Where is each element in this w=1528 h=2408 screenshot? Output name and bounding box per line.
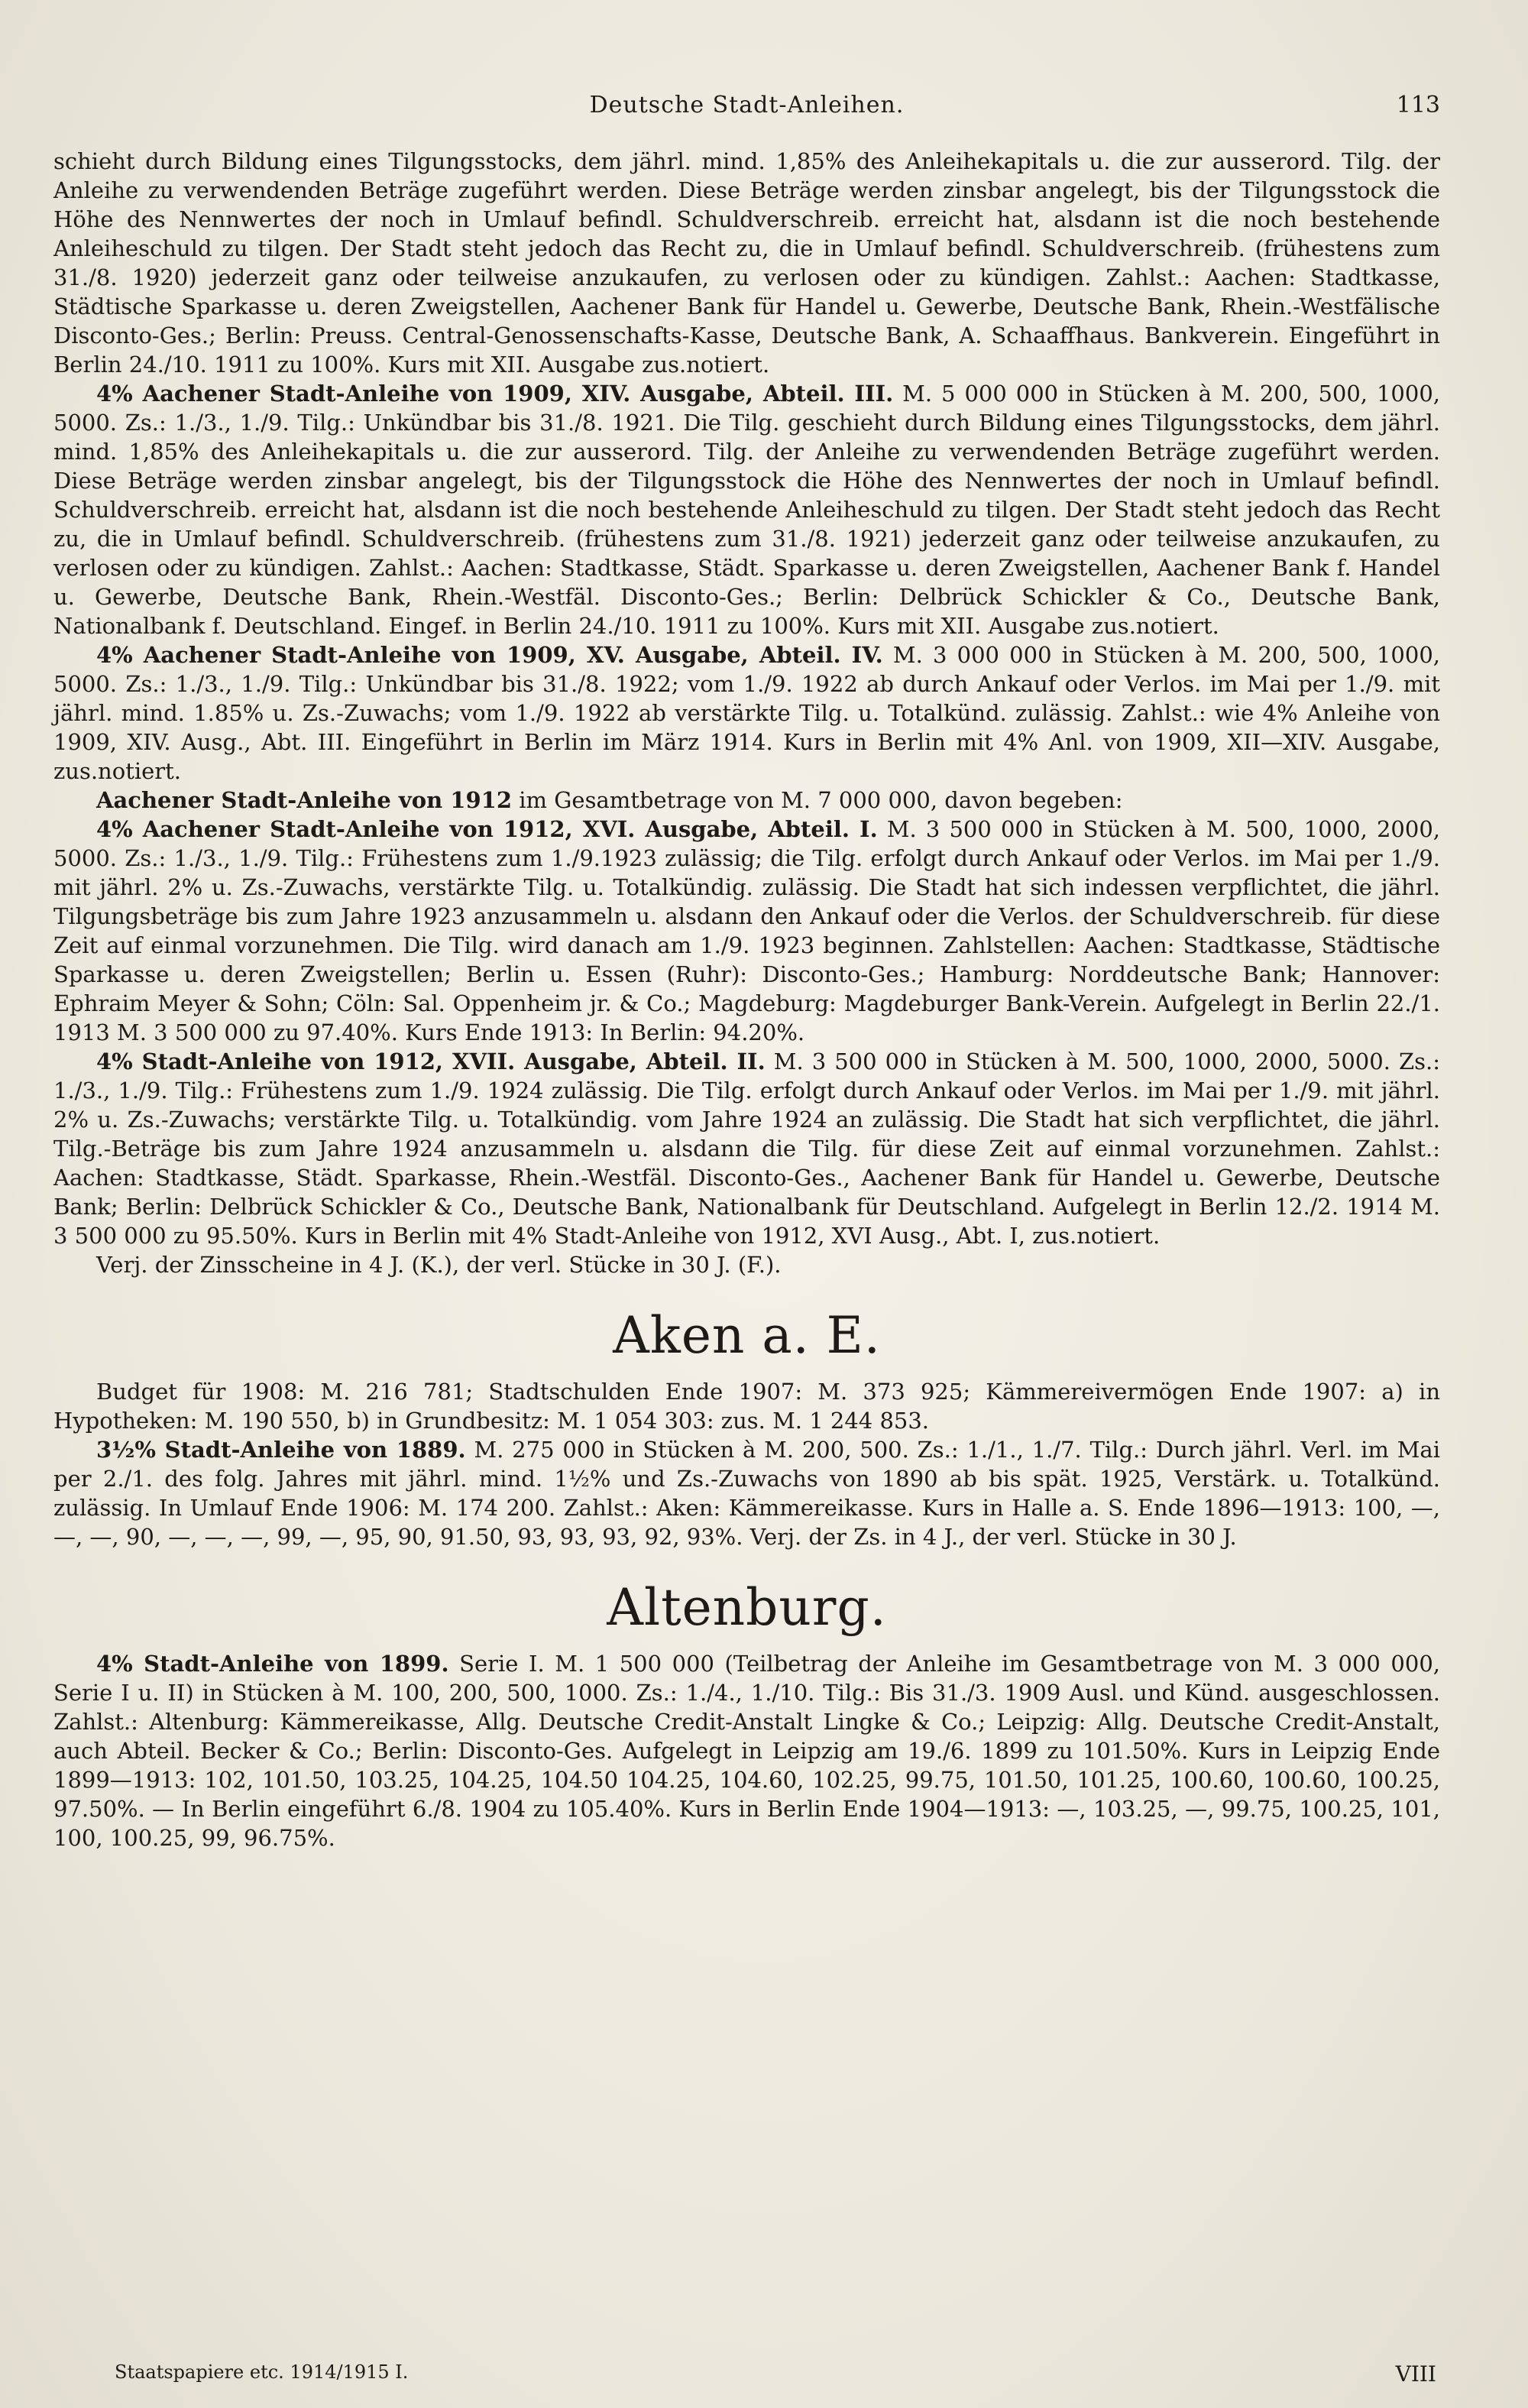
city-heading: Aken a. E. (613, 1306, 881, 1365)
footer-sheet-mark: VIII (1395, 2361, 1436, 2387)
running-header-title: Deutsche Stadt-Anleihen. (589, 92, 905, 118)
paragraph (53, 1435, 1440, 1551)
bond-heading: Aachener Stadt-Anleihe von 1912 (96, 787, 513, 813)
body-text (53, 147, 1440, 1852)
paragraph (53, 1250, 1440, 1279)
paragraph-text: schieht durch Bildung eines Tilgungsstocks, dem jährl. mind. 1,85% des Anleihekapitals u. die zur ausserord. Tilg. der Anleihe zu verwendenden Beträge zugeführt werden. Diese Beträge werden zinsbar angelegt, bis der Tilgungsstock die Höhe des Nennwertes der noch in Umlauf befindl. Schuldverschreib. erreicht hat, alsdann ist die noch bestehende Anleiheschuld zu tilgen. Der Stadt steht jedoch das Recht zu, die in Umlauf befindl. Schuldverschreib. (frühestens zum 31./8. 1920) jederzeit ganz oder teilweise anzukaufen, zu verlosen oder zu kündigen. Zahlst.: Aachen: Stadtkasse, Städtische Sparkasse u. deren Zweigstellen, Aachener Bank für Handel u. Gewerbe, Deutsche Bank, Rhein.-Westfälische Disconto-Ges.; Berlin: Preuss. Central-Genossenschafts-Kasse, Deutsche Bank, A. Schaaffhaus. Bankverein. Eingeführt in Berlin 24./10. 1911 zu 100%. Kurs mit XII. Ausgabe zus.notiert. (53, 148, 1440, 378)
bond-heading: 4% Stadt-Anleihe von 1899. (96, 1651, 449, 1677)
paragraph (53, 1649, 1440, 1852)
footer (115, 2361, 1436, 2392)
paragraph-text: M. 275 000 in Stücken à M. 200, 500. Zs.: 1./1., 1./7. Tilg.: Durch jährl. Verl. im Mai per 2./1. des folg. Jahres mit jährl. mind. 1½% und Zs.-Zuwachs von 1890 ab bis spät. 1925, Verstärk. u. Totalkünd. zulässig. In Umlauf Ende 1906: M. 174 200. Zahlst.: Aken: Kämmereikasse. Kurs in Halle a. S. Ende 1896—1913: 100, —, —, —, 90, —, —, —, 99, —, 95, 90, 91.50, 93, 93, 93, 92, 93%. Verj. der Zs. in 4 J., der verl. Stücke in 30 J. (53, 1437, 1440, 1550)
paragraph-text: im Gesamtbetrage von M. 7 000 000, davon begeben: (512, 787, 1123, 813)
paragraph (53, 815, 1440, 1047)
paragraph (53, 1047, 1440, 1250)
bond-heading: 4% Aachener Stadt-Anleihe von 1909, XV. Ausgabe, Abteil. IV. (96, 642, 883, 668)
paragraph-text: Verj. der Zinsscheine in 4 J. (K.), der verl. Stücke in 30 J. (F.). (96, 1252, 782, 1278)
bond-heading: 4% Aachener Stadt-Anleihe von 1909, XIV. Ausgabe, Abteil. III. (96, 381, 894, 407)
paragraph-text: Budget für 1908: M. 216 781; Stadtschulden Ende 1907: M. 373 925; Kämmereivermögen Ende 1907: a) in Hypotheken: M. 190 550, b) in Grundbesitz: M. 1 054 303: zus. M. 1 244 853. (53, 1379, 1440, 1434)
bond-heading: 4% Stadt-Anleihe von 1912, XVII. Ausgabe, Abteil. II. (96, 1048, 766, 1074)
paragraph (53, 147, 1440, 379)
paragraph (53, 1377, 1440, 1435)
paragraph (53, 379, 1440, 640)
running-header (53, 86, 1440, 131)
paragraph (53, 786, 1440, 815)
page-number: 113 (1396, 92, 1440, 118)
paragraph-text: M. 3 000 000 in Stücken à M. 200, 500, 1000, 5000. Zs.: 1./3., 1./9. Tilg.: Unkündbar bis 31./8. 1922; vom 1./9. 1922 ab durch Ankauf oder Verlos. im Mai per 1./9. mit jährl. mind. 1.85% u. Zs.-Zuwachs; vom 1./9. 1922 ab verstärkte Tilg. u. Totalkünd. zulässig. Zahlst.: wie 4% Anleihe von 1909, XIV. Ausg., Abt. III. Eingeführt in Berlin im März 1914. Kurs in Berlin mit 4% Anl. von 1909, XII—XIV. Ausgabe, zus.notiert. (53, 642, 1440, 784)
paragraph-text: M. 3 500 000 in Stücken à M. 500, 1000, 2000, 5000. Zs.: 1./3., 1./9. Tilg.: Frühestens zum 1./9. 1924 zulässig. Die Tilg. erfolgt durch Ankauf oder Verlos. im Mai per 1./9. mit jährl. 2% u. Zs.-Zuwachs; verstärkte Tilg. u. Totalkündig. vom Jahre 1924 an zulässig. Die Stadt hat sich verpflichtet, die jährl. Tilg.-Beträge bis zum Jahre 1924 anzusammeln u. alsdann die Tilg. für diese Zeit auf einmal vorzunehmen. Zahlst.: Aachen: Stadtkasse, Städt. Sparkasse, Rhein.-Westfäl. Disconto-Ges., Aachener Bank für Handel u. Gewerbe, Deutsche Bank; Berlin: Delbrück Schickler & Co., Deutsche Bank, Nationalbank für Deutschland. Aufgelegt in Berlin 12./2. 1914 M. 3 500 000 zu 95.50%. Kurs in Berlin mit 4% Stadt-Anleihe von 1912, XVI Ausg., Abt. I, zus.notiert. (53, 1048, 1440, 1249)
bond-heading: 3½% Stadt-Anleihe von 1889. (96, 1437, 466, 1463)
paragraph-text: M. 5 000 000 in Stücken à M. 200, 500, 1000, 5000. Zs.: 1./3., 1./9. Tilg.: Unkündbar bis 31./8. 1921. Die Tilg. geschieht durch Bildung eines Tilgungsstocks, dem jährl. mind. 1,85% des Anleihekapitals u. die zur ausserord. Tilg. der Anleihe zu verwendenden Beträge zugeführt werden. Diese Beträge werden zinsbar angelegt, bis der Tilgungsstock die Höhe des Nennwertes der noch in Umlauf befindl. Schuldverschreib. erreicht hat, alsdann ist die noch bestehende Anleiheschuld zu tilgen. Der Stadt steht jedoch das Recht zu, die in Umlauf befindl. Schuldverschreib. (frühestens zum 31./8. 1921) jederzeit ganz oder teilweise anzukaufen, zu verlosen oder zu kündigen. Zahlst.: Aachen: Stadtkasse, Städt. Sparkasse u. deren Zweigstellen, Aachener Bank f. Handel u. Gewerbe, Deutsche Bank, Rhein.-Westfäl. Disconto-Ges.; Berlin: Delbrück Schickler & Co., Deutsche Bank, Nationalbank f. Deutschland. Eingef. in Berlin 24./10. 1911 zu 100%. Kurs mit XII. Ausgabe zus.notiert. (53, 381, 1440, 639)
footer-signature: Staatspapiere etc. 1914/1915 I. (115, 2361, 409, 2383)
paragraph-text: M. 3 500 000 in Stücken à M. 500, 1000, 2000, 5000. Zs.: 1./3., 1./9. Tilg.: Frühestens zum 1./9.1923 zulässig; die Tilg. erfolgt durch Ankauf oder Verlos. im Mai per 1./9. mit jährl. 2% u. Zs.-Zuwachs, verstärkte Tilg. u. Totalkündig. zulässig. Die Stadt hat sich indessen verpflichtet, die jährl. Tilgungsbeträge bis zum Jahre 1923 anzusammeln u. alsdann den Ankauf oder die Verlos. der Schuldverschreib. für diese Zeit auf einmal vorzunehmen. Die Tilg. wird danach am 1./9. 1923 beginnen. Zahlstellen: Aachen: Stadtkasse, Städtische Sparkasse u. deren Zweigstellen; Berlin u. Essen (Ruhr): Disconto-Ges.; Hamburg: Norddeutsche Bank; Hannover: Ephraim Meyer & Sohn; Cöln: Sal. Oppenheim jr. & Co.; Magdeburg: Magdeburger Bank-Verein. Aufgelegt in Berlin 22./1. 1913 M. 3 500 000 zu 97.40%. Kurs Ende 1913: In Berlin: 94.20%. (53, 816, 1440, 1045)
bond-heading: 4% Aachener Stadt-Anleihe von 1912, XVI. Ausgabe, Abteil. I. (96, 816, 878, 842)
paragraph-text: Serie I. M. 1 500 000 (Teilbetrag der Anleihe im Gesamtbetrage von M. 3 000 000, Serie I u. II) in Stücken à M. 100, 200, 500, 1000. Zs.: 1./4., 1./10. Tilg.: Bis 31./3. 1909 Ausl. und Künd. ausgeschlossen. Zahlst.: Altenburg: Kämmereikasse, Allg. Deutsche Credit-Anstalt Lingke & Co.; Leipzig: Allg. Deutsche Credit-Anstalt, auch Abteil. Becker & Co.; Berlin: Disconto-Ges. Aufgelegt in Leipzig am 19./6. 1899 zu 101.50%. Kurs in Leipzig Ende 1899—1913: 102, 101.50, 103.25, 104.25, 104.50 104.25, 104.60, 102.25, 99.75, 101.50, 101.25, 100.60, 100.60, 100.25, 97.50%. — In Berlin eingeführt 6./8. 1904 zu 105.40%. Kurs in Berlin Ende 1904—1913: —, 103.25, —, 99.75, 100.25, 101, 100, 100.25, 99, 96.75%. (53, 1651, 1440, 1851)
paragraph (53, 640, 1440, 786)
city-heading: Altenburg. (607, 1578, 887, 1637)
